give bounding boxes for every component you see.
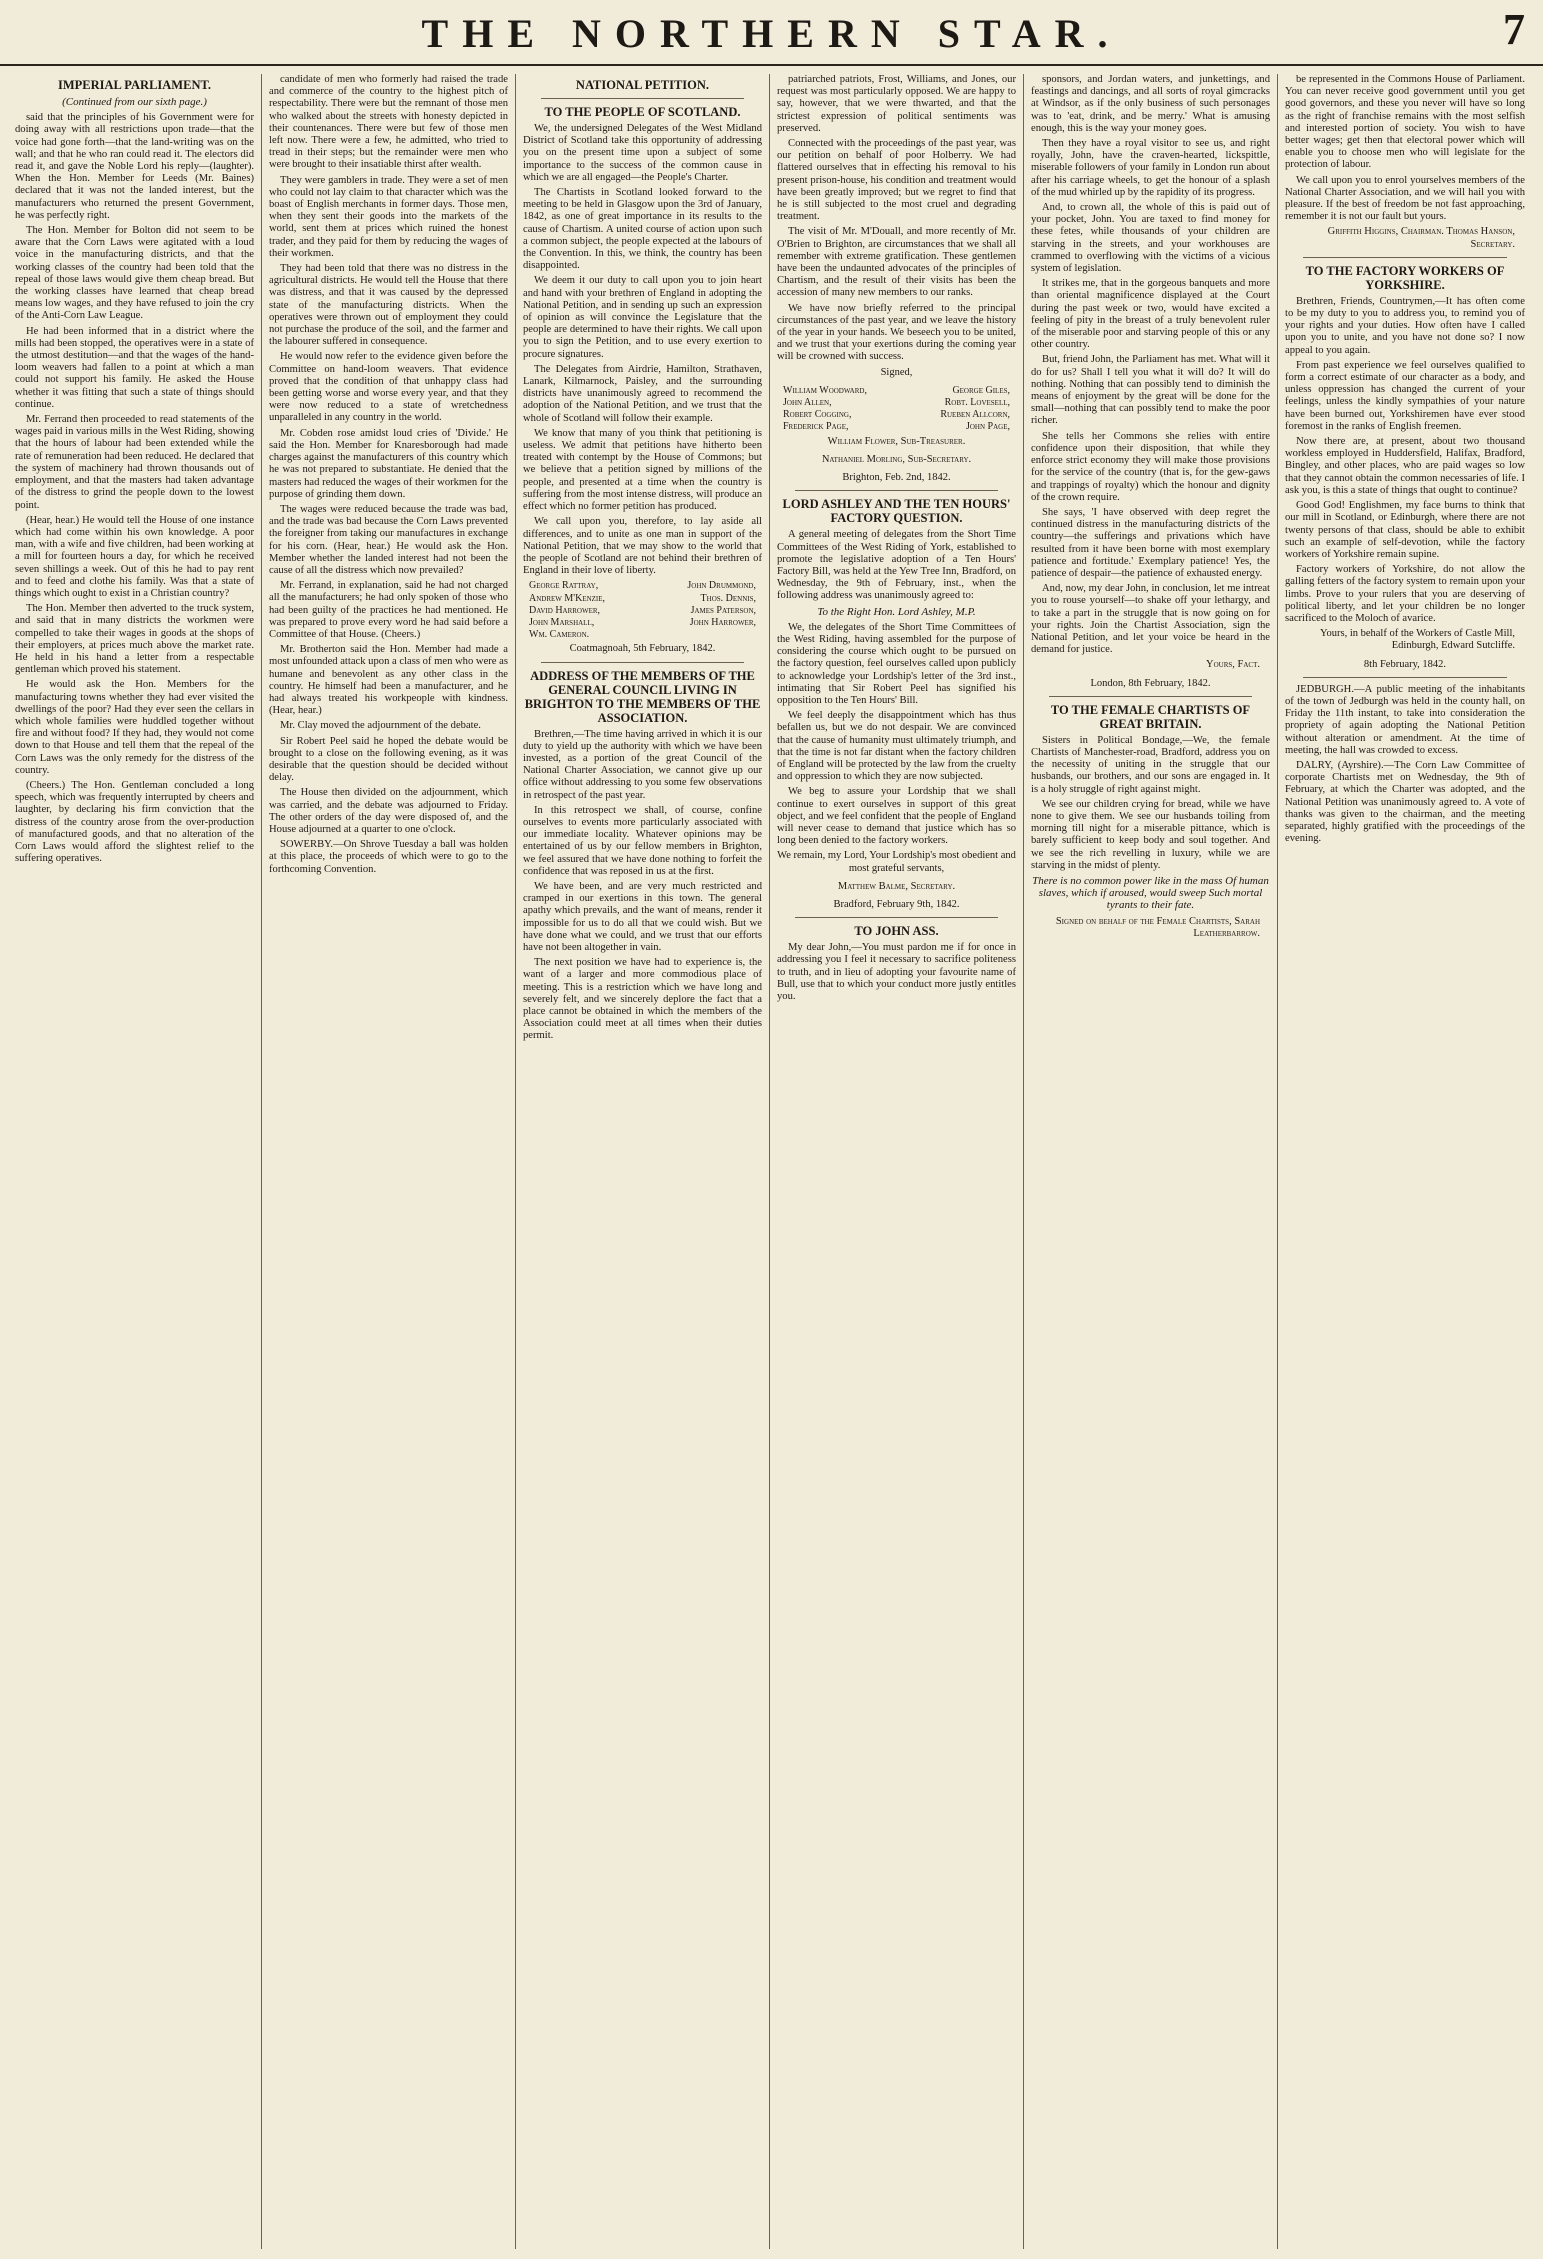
signature: Yours, in behalf of the Workers of Castle Mill, Edinburgh, Edward Sutcliffe. <box>1319 628 1515 652</box>
section-heading: ADDRESS OF THE MEMBERS OF THE GENERAL COUNCIL LIVING IN BRIGHTON TO THE MEMBERS OF THE ASSOCIATION. <box>524 668 761 725</box>
signature-date: Brighton, Feb. 2nd, 1842. <box>842 472 951 484</box>
signature-row: William Woodward, George Giles, <box>783 384 1010 396</box>
closing: We remain, my Lord, Your Lordship's most obedient and most grateful servants, <box>777 850 1016 874</box>
paragraph: patriarched patriots, Frost, Williams, and Jones, our request was most particularly opposed. We are happy to say, however, that we were thwarted, and that the strictest expression of political sentiments was preserved. <box>777 74 1016 134</box>
signature: Yours, Fact. <box>1206 659 1260 671</box>
paragraph: We beg to assure your Lordship that we shall continue to exert ourselves in support of this great object, and we feel confident that the people of England will never cease to demand that justice which has so long been denied to the factory workers. <box>777 786 1016 847</box>
paragraph: The House then divided on the adjournment, which was carried, and the debate was adjourned to Friday. The other orders of the day were disposed of, and the House adjourned at a quarter to one o'clock. <box>269 787 508 835</box>
paragraph: said that the principles of his Government were for doing away with all restrictions upon trade—that the voice had gone forth—that the land-writing was on the wall; and that he who ran could read it. The electors did read it, and gave the Noble Lord his reply—(laughter). When the Hon. Member for Leeds (Mr. Baines) declared that it was not the landed interest, but the manufacturers who returned the present Government, he was perfectly right. <box>15 112 254 221</box>
signature-intro: Signed, <box>880 366 913 378</box>
paragraph: Factory workers of Yorkshire, do not allow the galling fetters of the factory system to remain upon your limbs. Prove to your rulers that you are deserving of political liberty, and let your children be no longer sacrificed to the Moloch of avarice. <box>1285 564 1525 624</box>
paragraph: Sisters in Political Bondage,—We, the female Chartists of Manchester-road, Bradford, address you on the necessity of uniting in the struggle that our husbands, our brothers, and our sons are engaged in. It is a holy struggle of right against might. <box>1031 734 1270 795</box>
salutation: To the Right Hon. Lord Ashley, M.P. <box>817 605 976 618</box>
poem: There is no common power like in the mass Of human slaves, which if aroused, would sweep Such mortal tyrants to their fate. <box>1032 874 1269 912</box>
section-subheading: (Continued from our sixth page.) <box>62 96 207 108</box>
signature-row: David Harrower, James Paterson, <box>529 604 756 616</box>
paragraph: The next position we have had to experience is, the want of a larger and more commodious place of meeting. This is a restriction which we have long and severely felt, and we sincerely deplore the fact that a place cannot be obtained in which the members of the Association could meet at all times when their duties permit. <box>523 957 762 1042</box>
signature: Signed on behalf of the Female Chartists, Sarah Leatherbarrow. <box>1055 915 1260 939</box>
paragraph: She tells her Commons she relies with entire confidence upon their disposition, that while they enforce strict economy they will make those provisions for the service of the country (that is, for the gew-gaws and trappings of royalty) which the honour and dignity of the crown require. <box>1031 430 1270 503</box>
signature-date: Bradford, February 9th, 1842. <box>833 898 960 910</box>
paragraph: Then they have a royal visitor to see us, and right royally, John, have the craven-hearted, lickspittle, miserable followers of your family in London run about after his carriage wheels, to get the honour of a splash of the mud whirled up by the rapidity of its progress. <box>1031 138 1270 198</box>
column-3 <box>516 74 770 2249</box>
paragraph: They had been told that there was no distress in the agricultural districts. He would tell the House that there was distress, and that it was caused by the depressed state of the manufacturing districts. When the operatives were thrown out of employment they could not purchase the produce of the soil, and the farmer and the labourer suffered in consequence. <box>269 263 508 348</box>
paragraph: Connected with the proceedings of the past year, was our petition on behalf of poor Holberry. We had flattered ourselves that in effecting his removal to his present prison-house, his condition and treatment would have been greatly improved; but we regret to find that he is still subjected to the most cruel and degrading treatment. <box>777 138 1016 223</box>
column-4 <box>770 74 1024 2249</box>
divider <box>1303 677 1507 678</box>
section-subheading: TO THE PEOPLE OF SCOTLAND. <box>544 105 741 119</box>
column-5 <box>1024 74 1278 2249</box>
paragraph: (Cheers.) The Hon. Gentleman concluded a long speech, which was frequently interrupted by cheers and laughter, by declaring his firm conviction that the distress of the country arose from the over-production of manufactured goods, and that no alteration of the Corn Laws would afford the slightest relief to the suffering operatives. <box>15 779 254 865</box>
signature-row: John Allen, Robt. Lovesell, <box>783 397 1010 409</box>
signature: Matthew Balme, Secretary. <box>837 880 956 892</box>
paragraph: From past experience we feel ourselves qualified to form a correct estimate of our character as a body, and unless oppression has changed the current of your feelings, unless the kindly sympathies of your nature have been burned out, Yorkshiremen have ever stood foremost in the ranks of English freemen. <box>1285 359 1525 432</box>
paragraph: JEDBURGH.—A public meeting of the inhabitants of the town of Jedburgh was held in the county hall, on Friday the 11th instant, to take into consideration the propriety of again adopting the National Petition without alteration or amendment. At the time of meeting, the hall was crowded to excess. <box>1285 683 1525 756</box>
paragraph: He had been informed that in a district where the mills had been stopped, the operatives were in a state of the utmost destitution—and that the wages of the hand-loom weavers had fallen to a point at which a man could not support his family. He asked the House whether it was fitting that such a state of things should continue. <box>15 325 254 410</box>
signature-row: Andrew M'Kenzie, Thos. Dennis, <box>529 592 756 604</box>
paragraph: He would now refer to the evidence given before the Committee on hand-loom weavers. That evidence proved that the condition of that unhappy class had been getting worse and worse every year, and that they were now reduced to a state of wretchedness unparalleled in any country in the world. <box>269 351 508 424</box>
columns <box>8 74 1535 2249</box>
signature: Griffith Higgins, Chairman. Thomas Hanson, Secretary. <box>1327 226 1515 250</box>
section-heading: TO JOHN ASS. <box>854 924 939 939</box>
paragraph: We have been, and are very much restricted and cramped in our exertions in this town. The general apathy which prevails, and the want of means, render it impossible for us to do all that we could wish. But we have done what we could, and we trust that our efforts have not been altogether in vain. <box>523 880 762 953</box>
paragraph: candidate of men who formerly had raised the trade and commerce of the country to the highest pitch of respectability. There were but the remnant of those men who walked about the streets with honesty depicted in their countenances. There were but few of those men left now. There were a few, he admitted, who tried to tread in their steps; but the remainder were men who were brought to their insatiable thirst after wealth. <box>269 74 508 171</box>
signature-row: Wm. Cameron. <box>529 629 590 641</box>
paragraph: Brethren,—The time having arrived in which it is our duty to yield up the authority with which we have been invested, as a portion of the great Council of the National Charter Association, we cannot give up our office without addressing to you some few observations in retrospect of the past year. <box>523 728 762 801</box>
paragraph: He would ask the Hon. Members for the manufacturing towns whether they had ever visited the dwellings of the poor? Had they ever seen the cellars in which whole families were huddled together without fire and without food? If they had, they would not come down to that House and tell them that the repeal of the Corn Laws was the only remedy for the distress of the country. <box>15 679 254 776</box>
signature: Nathaniel Morling, Sub-Secretary. <box>821 453 972 465</box>
paragraph: And, to crown all, the whole of this is paid out of your pocket, John. You are taxed to find money for these fetes, while thousands of your children are starving in the streets, and your workhouses are crammed to overflowing with the victims of a vicious system of legislation. <box>1031 202 1270 275</box>
paragraph: Brethren, Friends, Countrymen,—It has often come to be my duty to you to address you, to remind you of your rights and your duties. How often have I called upon you to unite, and you have not done so? I now appeal to you again. <box>1285 295 1525 356</box>
page-number: 7 <box>1503 5 1525 54</box>
paragraph: Mr. Brotherton said the Hon. Member had made a most unfounded attack upon a class of men who were as humane and benevolent as any other class in the country. He himself had been a manufacturer, and he had always treated his workpeople with kindness. (Hear, hear.) <box>269 644 508 717</box>
paragraph: Mr. Ferrand, in explanation, said he had not charged all the manufacturers; he had only spoken of those who had been guilty of the practices he had mentioned. He was prepared to prove every word he had said before a Committee of that House. (Cheers.) <box>269 580 508 640</box>
section-heading: TO THE FEMALE CHARTISTS OF GREAT BRITAIN. <box>1050 702 1251 731</box>
paragraph: (Hear, hear.) He would tell the House of one instance which had come within his own knowledge. A poor man, with a wife and five children, had been working at a mill for fourteen hours a day, for which he received seven shillings a week. Out of this he had to pay rent and to feed and clothe his family. Was that a state of things which ought to exist in a Christian country? <box>15 514 254 599</box>
masthead <box>0 0 1543 66</box>
paragraph: She says, 'I have observed with deep regret the continued distress in the manufacturing districts of the country—the sufferings and privations which have resulted from it have been borne with most exemplary patience and fortitude.' Exemplary patience! Yes, the patience of despair—the patience of exhausted energy. <box>1031 506 1270 579</box>
signature-row: John Marshall, John Harrower, <box>529 616 756 628</box>
paragraph: Mr. Cobden rose amidst loud cries of 'Divide.' He said the Hon. Member for Knaresborough had made charges against the manufacturers of this country which he was not prepared to substantiate. He denied that the masters had reduced the wages of their workmen for the purpose of grinding them down. <box>269 427 508 500</box>
paragraph: It strikes me, that in the gorgeous banquets and more than oriental magnificence displayed at the Court during the past week or two, would have excited a feeling of pity in the breast of a truly benevolent ruler of the miserable poor and starving people of this or any other country. <box>1031 278 1270 351</box>
paragraph: Mr. Clay moved the adjournment of the debate. <box>280 720 481 732</box>
paragraph: Now there are, at present, about two thousand workless employed in Huddersfield, Halifax, Bradford, Bingley, and other places, who are paid wages so low that they cannot obtain the common necessaries of life. I ask you, is this a state of things that ought to continue? <box>1285 436 1525 496</box>
paragraph: We, the undersigned Delegates of the West Midland District of Scotland take this opportunity of addressing you on the present time upon a subject of some importance to the success of the common cause in which we are all engaged—the People's Charter. <box>523 123 762 183</box>
divider <box>795 917 998 918</box>
divider <box>541 98 744 99</box>
signature: William Flower, Sub-Treasurer. <box>827 435 966 447</box>
paragraph: We have now briefly referred to the principal circumstances of the past year, and we leave the history of the year in your hands. We beseech you to be united, and we trust that your exertions during the coming year will be crowned with success. <box>777 302 1016 363</box>
column-2 <box>262 74 516 2249</box>
paragraph: We see our children crying for bread, while we have none to give them. We see our husbands toiling from morning till night for a miserable pittance, which is barely sufficient to keep body and soul together. And we see the rich revelling in luxury, while we are starving in the midst of plenty. <box>1031 798 1270 871</box>
signature-list <box>523 580 762 641</box>
paragraph: Mr. Ferrand then proceeded to read statements of the wages paid in various mills in the West Riding, showing that the hours of labour had been extended while the rate of remuneration had been reduced. He declared that the system of machinery had thrown thousands out of employment, and that the masters had taken advantage of the distress to grind the people down to the lowest point. <box>15 414 254 511</box>
section-heading: LORD ASHLEY AND THE TEN HOURS' FACTORY QUESTION. <box>782 497 1011 526</box>
paragraph: The Hon. Member then adverted to the truck system, and said that in many districts the workmen were compelled to take their wages in goods at the shops of their employers, at prices much above the market rate. He held in his hand a letter from a respectable gentleman which proved his statement. <box>15 603 254 676</box>
paragraph: And, now, my dear John, in conclusion, let me intreat you to rouse yourself—to shake off your lethargy, and to take a part in the struggle that is now going on for your rights. Join the Chartist Association, sign the National Petition, and let your voice be heard in the demand for justice. <box>1031 583 1270 656</box>
paragraph: The visit of Mr. M'Douall, and more recently of Mr. O'Brien to Brighton, are circumstances that we shall all remember with extreme gratification. These gentlemen have been the undaunted advocates of the principles of Chartism, and the result of their visits has been the accession of many new members to our ranks. <box>777 226 1016 299</box>
section-heading: TO THE FACTORY WORKERS OF YORKSHIRE. <box>1305 263 1505 292</box>
paragraph: Good God! Englishmen, my face burns to think that our mill in Scotland, or Edinburgh, where there are not twenty persons of that class, should be able to exhibit such an example of self-devotion, while the factory workers of Yorkshire remain supine. <box>1285 500 1525 560</box>
paragraph: The Chartists in Scotland looked forward to the meeting to be held in Glasgow upon the 3rd of January, 1842, as one of great importance in its results to the cause of Chartism. A united course of action upon such a common subject, the people expected at the labours of the Convention. In this, we think, the country has been disappointed. <box>523 187 762 272</box>
signature-row: Robert Cogging, Rueben Allcorn, <box>783 409 1010 421</box>
signature-date: London, 8th February, 1842. <box>1090 677 1211 689</box>
section-heading: IMPERIAL PARLIAMENT. <box>57 78 211 92</box>
paragraph: My dear John,—You must pardon me if for once in addressing you I feel it necessary to sacrifice politeness to truth, and in lieu of adopting your favourite name of Bull, use that to which your conduct more justly entitles you. <box>777 942 1016 1002</box>
signature-list <box>777 385 1016 434</box>
paragraph: DALRY, (Ayrshire).—The Corn Law Committee of corporate Chartists met on Wednesday, the 9th of February, at which the Charter was adopted, and the National Petition was unanimously agreed to. A vote of thanks was given to the chairman, and the meeting separated, highly gratified with the proceedings of the evening. <box>1285 759 1525 845</box>
paragraph: The Hon. Member for Bolton did not seem to be aware that the Corn Laws were agitated with a loud voice in the manufacturing districts, and that the working classes of the country had been told that the repeal of those laws would give them cheap bread. But the working classes have learned that cheap bread means low wages, and they have refused to join the cry of the Anti-Corn Law League. <box>15 225 254 322</box>
section-heading: NATIONAL PETITION. <box>575 78 710 92</box>
paragraph: We, the delegates of the Short Time Committees of the West Riding, having assembled for the purpose of considering the course which ought to be pursued on the factory question, feel ourselves called upon publicly to acknowledge your Lordship's letter of the 3rd inst., intimating that Sir Robert Peel has signified his opposition to the Ten Hours' Bill. <box>777 621 1016 706</box>
signature-row: Frederick Page, John Page, <box>783 421 1010 433</box>
paragraph: We call upon you to enrol yourselves members of the National Charter Association, and we will hail you with pleasure. If the best of freedom be not fast approaching, remember it is not our fault but yours. <box>1285 174 1525 223</box>
signature-row: George Rattray, John Drummond, <box>529 580 756 592</box>
paragraph: But, friend John, the Parliament has met. What will it do for us? Shall I tell you what it will do? It will do nothing. Nothing that can possibly tend to diminish the means of enjoyment by the great will be done for the small—nothing that can possibly tend to make the poor richer. <box>1031 354 1270 427</box>
divider <box>1303 257 1507 258</box>
divider <box>541 662 744 663</box>
newspaper-title: THE NORTHERN STAR. <box>421 11 1122 56</box>
paragraph: We deem it our duty to call upon you to join heart and hand with your brethren of England in adopting the National Petition, and in sending up such an expression of opinion as will convince the Legislature that the people are determined to have their rights. We call upon you to sign the Petition, and to use every exertion to procure signatures. <box>523 275 762 360</box>
paragraph: be represented in the Commons House of Parliament. You can never receive good government until you get good governors, and these you never will have so long as the right of franchise remains with the most selfish and interested portion of society. You wish to have better wages; get then that electoral power which will enable you to choose men who will legislate for the protection of labour. <box>1285 74 1525 171</box>
paragraph: In this retrospect we shall, of course, confine ourselves to events more particularly associated with our immediate locality. Whatever opinions may be entertained of us by our fellow members in Brighton, we feel assured that we have done nothing to forfeit the confidence that was reposed in us at the first. <box>523 804 762 877</box>
paragraph: We call upon you, therefore, to lay aside all differences, and to unite as one man in support of the National Petition, that we may show to the world that the people of Scotland are not behind their brethren of England in their love of liberty. <box>523 516 762 577</box>
paragraph: A general meeting of delegates from the Short Time Committees of the West Riding of York, established to promote the legislative adoption of a Ten Hours' Factory Bill, was held at the Yew Tree Inn, Bradford, on Wednesday, the 9th of February, inst., when the following address was unanimously agreed to: <box>777 529 1016 602</box>
paragraph: SOWERBY.—On Shrove Tuesday a ball was holden at this place, the proceeds of which were to go to the forthcoming Convention. <box>269 839 508 875</box>
divider <box>795 490 998 491</box>
column-1 <box>8 74 262 2249</box>
paragraph: They were gamblers in trade. They were a set of men who could not lay claim to that character which was the boast of English merchants in former days. Those men, when they sent their goods into the markets of the world, sent them at prices which ruined the honest trader, and they paid for them by reducing the wages of their workmen. <box>269 174 508 259</box>
signature-date: 8th February, 1842. <box>1363 658 1447 670</box>
paragraph: The wages were reduced because the trade was bad, and the trade was bad because the Corn Laws prevented the foreigner from taking our manufactures in exchange for his corn. (Hear, hear.) He would ask the Hon. Member whether the landed interest had not been the cause of all the distress which now prevailed? <box>269 503 508 576</box>
paragraph: We feel deeply the disappointment which has thus befallen us, but we do not despair. We are convinced that the cause of humanity must ultimately triumph, and that the time is not far distant when the factory children of England will be protected by the law from the cruelty and oppression to which they are now subjected. <box>777 710 1016 783</box>
paragraph: We know that many of you think that petitioning is useless. We admit that petitions have hitherto been treated with contempt by the House of Commons; but we believe that a petition signed by millions of the people, and presented at a time when the country is suffering from the most intense distress, will produce an effect which no former petition has produced. <box>523 427 762 513</box>
paragraph: sponsors, and Jordan waters, and junkettings, and feastings and dancings, and all sorts of royal gimcracks at Windsor, as if the only business of such personages was to 'eat, drink, and be merry.' What is amusing enough, this is the way your money goes. <box>1031 74 1270 134</box>
column-6 <box>1278 74 1532 2249</box>
paragraph: The Delegates from Airdrie, Hamilton, Strathaven, Lanark, Kilmarnock, Paisley, and the surrounding districts have unanimously agreed to recommend the adoption of the National Petition, and we trust that the whole of Scotland will follow their example. <box>523 363 762 424</box>
paragraph: Sir Robert Peel said he hoped the debate would be brought to a close on the following evening, as it was desirable that the question should be decided without delay. <box>269 735 508 784</box>
divider <box>1049 696 1252 697</box>
signature-place: Coatmagnoah, 5th February, 1842. <box>569 643 716 655</box>
